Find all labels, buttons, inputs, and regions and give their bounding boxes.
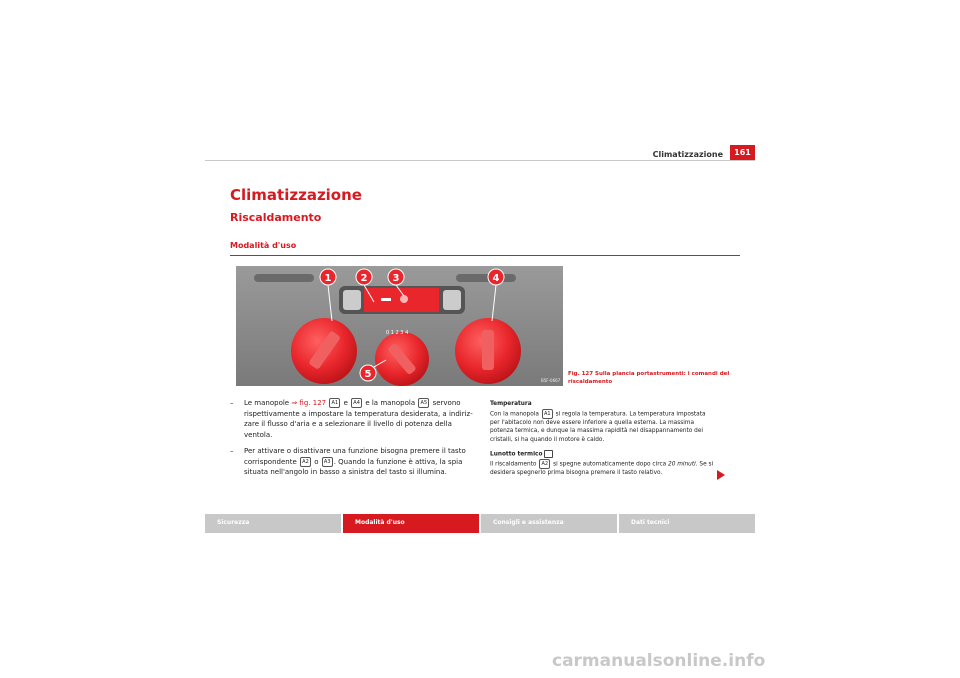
air-distribution-knob <box>455 318 521 384</box>
lunotto-heading: Lunotto termico <box>490 450 715 459</box>
callout-badge: A5 <box>418 398 429 408</box>
figure-code: B5F-0667 <box>541 378 561 383</box>
temperatura-heading: Temperatura <box>490 401 532 407</box>
callout-badge: A2 <box>539 459 550 469</box>
list-item: – Per attivare o disattivare una funzione bisogna premere il tasto corrispondente A2 o A3 . Quando la funzione è attiva, la spia situata nell'angolo in basso a sinistra del tasto si illumina. <box>230 447 466 476</box>
next-page-arrow-icon[interactable] <box>717 470 725 480</box>
rear-window-heater-icon <box>544 450 553 458</box>
callout-badge: A1 <box>542 409 553 419</box>
svg-text:0 1 2 3 4: 0 1 2 3 4 <box>386 330 409 336</box>
instruction-list <box>230 398 482 484</box>
watermark: carmanualsonline.info <box>552 651 766 671</box>
temperatura-paragraph: Con la manopola A1 si regola la temperatura. La temperatura impostata per l'abitacolo non deve essere inferiore a quella esterna. La massima potenza termica, e dunque la massima rapidità nel disappannamento dei cristalli, si ha quando il motore è caldo. <box>490 410 706 443</box>
figure-caption: Fig. 127 Sulla plancia portastrumenti: i comandi del riscaldamento <box>568 371 730 385</box>
figure-link[interactable]: ⇒ fig. 127 <box>291 399 327 407</box>
chapter-title: Climatizzazione <box>230 186 362 204</box>
tab-consigli-assistenza[interactable]: Consigli e assistenza <box>481 514 617 533</box>
page-number: 161 <box>730 145 755 160</box>
heater-controls-figure <box>236 266 563 386</box>
callout-badge: A1 <box>329 398 340 408</box>
svg-text:2: 2 <box>360 273 368 284</box>
svg-text:5: 5 <box>364 369 372 380</box>
callout-badge: A4 <box>351 398 362 408</box>
svg-text:3: 3 <box>392 273 400 284</box>
header-rule <box>205 160 755 161</box>
subsection-title: Modalità d'uso <box>230 241 297 250</box>
callout-badge: A2 <box>300 457 311 467</box>
callout-badge: A3 <box>322 457 333 467</box>
svg-text:1: 1 <box>324 273 332 284</box>
list-item: – Le manopole ⇒ fig. 127 A1 e A4 e la manopola A5 servono rispettivamente a impostare la temperatura desiderata, a indiriz-zare il flusso d'aria e a selezionare il livello di potenza della ventola. <box>230 399 473 439</box>
header-section-title: Climatizzazione <box>652 150 723 159</box>
section-rule <box>230 255 740 256</box>
svg-text:4: 4 <box>492 273 500 284</box>
lunotto-paragraph: Il riscaldamento A2 si spegne automaticamente dopo circa 20 minuti. Se si desidera spegnerlo prima bisogna premere il tasto relativo. <box>490 461 714 476</box>
button-panel <box>339 286 465 314</box>
footer-tabs <box>205 514 755 533</box>
temperature-knob <box>291 318 357 384</box>
tab-sicurezza[interactable]: Sicurezza <box>205 514 341 533</box>
right-column <box>490 398 715 484</box>
section-title: Riscaldamento <box>230 211 322 224</box>
tab-dati-tecnici[interactable]: Dati tecnici <box>619 514 755 533</box>
tab-modalita-uso[interactable]: Modalità d'uso <box>343 514 479 533</box>
